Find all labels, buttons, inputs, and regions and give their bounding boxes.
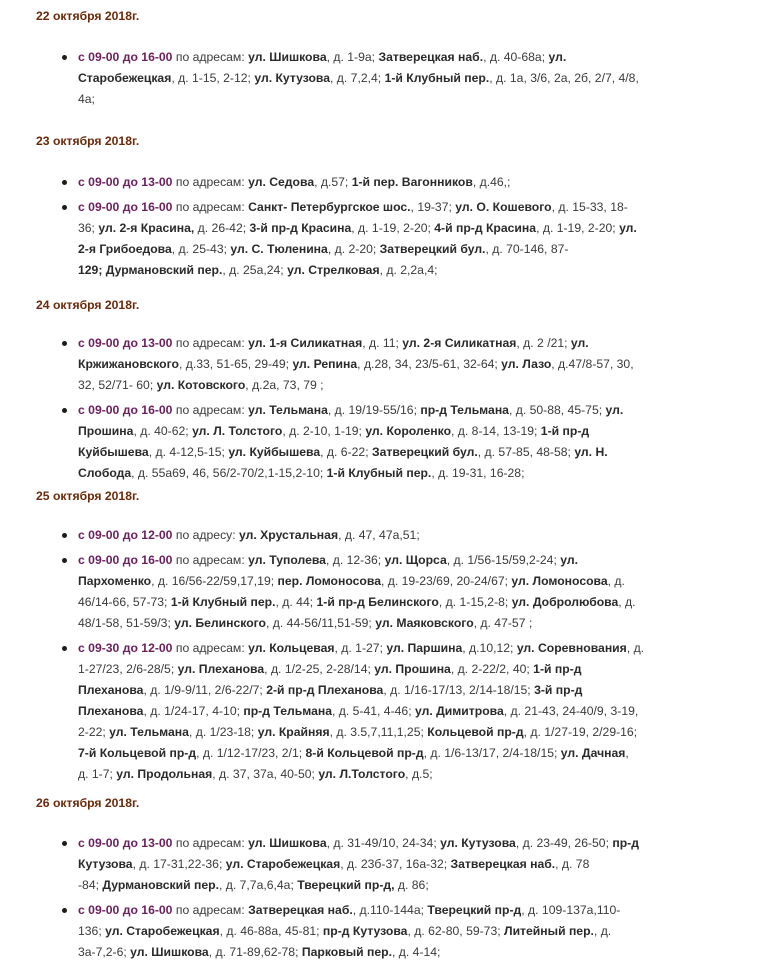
street-name: ул. С. Тюленина [230, 242, 328, 256]
address-text: , д. 1-15,2-8; [438, 595, 512, 609]
address-text: , д. 1/24-17, 4-10; [143, 704, 244, 718]
entry-line [78, 239, 693, 260]
address-text: , д. 1-19, 2-20; [536, 221, 620, 235]
address-text: , д. 31-49/10, 24-34; [326, 836, 441, 850]
street-name: ул. Плеханова [177, 662, 265, 676]
street-name: ул. [619, 221, 637, 235]
address-text: , д. 44; [275, 595, 317, 609]
street-name: Слобода [78, 466, 132, 480]
street-name: ул. [548, 50, 567, 64]
time-range: с 09-00 до 13-00 [78, 336, 173, 350]
schedule-entry [0, 638, 693, 785]
street-name: Прошина [78, 424, 134, 438]
address-text: , д. 1/6-13/17, 2/4-18/15; [423, 746, 561, 760]
address-text: , д.47/8-57, 30, [551, 357, 634, 371]
schedule-entry [0, 197, 693, 281]
address-text: , д. 2 /21; [516, 336, 571, 350]
address-text: по адресам: [172, 553, 249, 567]
time-range: с 09-00 до 12-00 [78, 528, 173, 542]
street-name: Пархоменко [78, 574, 152, 588]
address-text: , д. 1-19, 2-20; [351, 221, 435, 235]
address-text: , д. 1/9-9/11, 2/6-22/7; [143, 683, 267, 697]
street-name: Плеханова [78, 683, 144, 697]
street-name: ул. Продольная [116, 767, 213, 781]
street-name: ул. Маяковского [375, 616, 474, 630]
entry-line [78, 525, 693, 546]
street-name: ул. Белинского [174, 616, 267, 630]
street-name: ул. Ломоносова [511, 574, 608, 588]
street-name: ул. Димитрова [414, 704, 504, 718]
address-text: , д. 47-57 ; [473, 616, 533, 630]
address-text: , д.33, 51-65, 29-49; [178, 357, 293, 371]
street-name: Затверецкая наб. [378, 50, 484, 64]
street-name: ул. Лазо [501, 357, 552, 371]
date-heading: 22 октября 2018г. [36, 9, 140, 23]
street-name: ул. Туполева [248, 553, 326, 567]
street-name: ул. Шишкова [248, 836, 327, 850]
street-name: Кольцевой пр-д [427, 725, 524, 739]
street-name: ул. Хрустальная [239, 528, 339, 542]
entry-line [78, 743, 693, 764]
address-text: , д. [626, 641, 645, 655]
street-name: пер. Ломоносова [277, 574, 381, 588]
time-range: с 09-30 до 12-00 [78, 641, 173, 655]
address-text: , д. [618, 595, 636, 609]
street-name: ул. Тельмана [109, 725, 189, 739]
address-text: , д.10,12; [462, 641, 517, 655]
schedule-list [0, 833, 693, 967]
street-name: 1-й Клубный пер. [170, 595, 276, 609]
address-text: , д. 1/12-17/23, 2/1; [196, 746, 306, 760]
address-text: , д. 23-49, 26-50; [515, 836, 613, 850]
street-name: Санкт- Петербургское шос. [248, 200, 411, 214]
street-name: Литейный пер. [504, 924, 594, 938]
street-name: ул. Кутузова [254, 71, 331, 85]
address-text: по адресам: [172, 336, 249, 350]
street-name: ул. Стрелковая [287, 263, 380, 277]
street-name: 8-й [305, 746, 324, 760]
date-heading: 26 октября 2018г. [36, 796, 140, 810]
street-name: 4-й пр-д Красина [434, 221, 537, 235]
address-text: 32, 52/71- 60; [78, 378, 157, 392]
address-text: 4а; [78, 92, 95, 106]
entry-line [78, 197, 693, 218]
address-text: , д. 46-88а, 45-81; [219, 924, 323, 938]
schedule-entry [0, 833, 693, 896]
address-text: , д. 4-12,5-15; [148, 445, 229, 459]
address-text: , [625, 746, 629, 760]
schedule-entry [0, 525, 693, 546]
street-name: 7-й [78, 746, 97, 760]
address-text: , д. 1-27; [334, 641, 387, 655]
address-text: по адресам: [172, 641, 249, 655]
street-name: ул. [570, 336, 589, 350]
street-name: Затверецкий бул. [371, 445, 478, 459]
address-text: , д. 3.5,7,11,1,25; [329, 725, 428, 739]
address-text: , д. 2,2а,4; [379, 263, 438, 277]
street-name: 1-й пр-д [540, 424, 590, 438]
street-name: ул. Тельмана [248, 403, 328, 417]
street-name: пр-д Тельмана [243, 704, 332, 718]
entry-line [78, 900, 693, 921]
address-text: , д. 1/23-18; [188, 725, 258, 739]
entry-line [78, 833, 693, 854]
address-text: , д. 8-14, 13-19; [451, 424, 541, 438]
address-text: 48/1-58, 51-59/3; [78, 616, 175, 630]
entry-line [78, 375, 693, 396]
street-name: ул. Паршина [386, 641, 463, 655]
address-text: , 19-37; [410, 200, 456, 214]
address-text: , д.57; [314, 175, 352, 189]
address-text: , д. 16/56-22/59,17,19; [151, 574, 278, 588]
street-name: Старобежецкая [78, 71, 172, 85]
entry-line [78, 592, 693, 613]
address-text: , д. 1-9а; [326, 50, 379, 64]
street-name: 1-й пр-д [533, 662, 582, 676]
entry-line [78, 172, 693, 193]
street-name: 1-й Клубный пер. [384, 71, 490, 85]
address-text: по адресу: [172, 528, 240, 542]
address-text: , д. 25-43; [171, 242, 231, 256]
street-name: Парковый пер. [301, 945, 392, 959]
street-name: Затверецкий бул. [379, 242, 486, 256]
street-name: Кржижановского [78, 357, 179, 371]
entry-line [78, 442, 693, 463]
schedule-entry [0, 172, 693, 193]
address-text: , д. 15-33, 18- [551, 200, 628, 214]
address-text: 3а-7,2-6; [78, 945, 131, 959]
address-text: по адресам: [172, 50, 249, 64]
street-name: пр-д [612, 836, 639, 850]
address-text: по адресам: [172, 836, 249, 850]
street-name: ул. Седова [248, 175, 315, 189]
address-text: , д.46,; [472, 175, 511, 189]
entry-line [78, 701, 693, 722]
schedule-list [0, 47, 693, 114]
address-text: , д. 11; [362, 336, 403, 350]
address-text: , д. 17-31,22-36; [132, 857, 226, 871]
address-text: , д. 19-31, 16-28; [431, 466, 525, 480]
schedule-entry [0, 333, 693, 396]
street-name: ул. Старобежецкая [105, 924, 220, 938]
address-text: 36; [78, 221, 99, 235]
address-text: , д. 21-43, 24-40/9, 3-19, [503, 704, 639, 718]
street-name: Кольцевой пр-д [99, 746, 197, 760]
address-text: по адресам: [172, 200, 249, 214]
street-name: Тверецкий пр-д [427, 903, 522, 917]
entry-line [78, 260, 693, 281]
address-text: , д. 44-56/11,51-59; [266, 616, 376, 630]
time-range: с 09-00 до 16-00 [78, 200, 173, 214]
address-text: д. 86; [394, 878, 429, 892]
address-text: , д. [607, 574, 625, 588]
date-heading: 24 октября 2018г. [36, 298, 140, 312]
entry-line [78, 354, 693, 375]
schedule-entry [0, 550, 693, 634]
street-name: Куйбышева [78, 445, 149, 459]
address-text: д. 26-42; [194, 221, 250, 235]
entry-line [78, 854, 693, 875]
schedule-entry [0, 47, 693, 110]
address-text: , д. 12-36; [325, 553, 385, 567]
street-name: Дурмановский пер. [102, 878, 219, 892]
street-name: Затверецкая наб. [248, 903, 353, 917]
street-name: ул. 2-я Силикатная [402, 336, 517, 350]
address-text: , д. 40-62; [133, 424, 193, 438]
street-name: ул. 1-я Силикатная [248, 336, 363, 350]
entry-line [78, 400, 693, 421]
street-name: Кутузова [78, 857, 133, 871]
street-name: 2-й пр-д Плеханова [266, 683, 384, 697]
address-text: , д.5; [405, 767, 433, 781]
date-heading: 25 октября 2018г. [36, 489, 140, 503]
time-range: с 09-00 до 16-00 [78, 50, 173, 64]
street-name: 129; Дурмановский пер. [78, 263, 223, 277]
street-name: ул. Репина [292, 357, 358, 371]
street-name: ул. Кольцевая [248, 641, 335, 655]
entry-line [78, 921, 693, 942]
address-text: 2-22; [78, 725, 110, 739]
address-text: , д. 19/19-55/16; [327, 403, 421, 417]
address-text: , д. 57-85, 48-58; [477, 445, 575, 459]
street-name: 3-й пр-д [534, 683, 583, 697]
street-name: 1-й Клубный пер. [326, 466, 432, 480]
entry-line [78, 722, 693, 743]
address-text: , д. 37, 37а, 40-50; [212, 767, 319, 781]
street-name: ул. Прошина [374, 662, 451, 676]
address-text: , д. 55а69, 46, 56/2-70/2,1-15,2-10; [131, 466, 327, 480]
entry-line [78, 680, 693, 701]
time-range: с 09-00 до 13-00 [78, 175, 173, 189]
time-range: с 09-00 до 16-00 [78, 903, 173, 917]
street-name: ул. [560, 553, 578, 567]
schedule-entry [0, 400, 693, 484]
address-text: , д. 109-137а,110- [521, 903, 621, 917]
entry-line [78, 571, 693, 592]
address-text: , д.2а, 73, 79 ; [245, 378, 324, 392]
street-name: ул. Кутузова [440, 836, 516, 850]
entry-line [78, 638, 693, 659]
street-name: ул. Н. [574, 445, 608, 459]
street-name: ул. [605, 403, 624, 417]
street-name: Тверецкий пр-д, [297, 878, 395, 892]
address-text: , д. 25а,24; [222, 263, 288, 277]
entry-line [78, 333, 693, 354]
address-text: , д. 7,2,4; [330, 71, 385, 85]
address-text: , д. 62-80, 59-73; [407, 924, 505, 938]
entry-line [78, 89, 693, 110]
address-text: , д. [593, 924, 612, 938]
entry-line [78, 218, 693, 239]
street-name: Плеханова [78, 704, 144, 718]
street-name: пр-д Тельмана [420, 403, 509, 417]
address-text: , д. 70-146, 87- [485, 242, 569, 256]
address-text: -84; [78, 878, 103, 892]
time-range: с 09-00 до 13-00 [78, 836, 173, 850]
address-text: , д. 2-10, 1-19; [282, 424, 366, 438]
entry-line [78, 875, 693, 896]
entry-line [78, 47, 693, 68]
street-name: ул. Старобежецкая [225, 857, 341, 871]
address-text: по адресам: [172, 903, 249, 917]
address-text: , д. 47, 47а,51; [338, 528, 420, 542]
street-name: ул. О. Кошевого [455, 200, 552, 214]
address-text: , д. 23б-37, 16а-32; [340, 857, 451, 871]
address-text: , д. 2-20; [327, 242, 380, 256]
time-range: с 09-00 до 16-00 [78, 553, 173, 567]
street-name: ул. Дачная [560, 746, 626, 760]
address-text: , д. 50-88, 45-75; [508, 403, 606, 417]
street-name: Кольцевой пр-д [327, 746, 424, 760]
address-text: , д. 2-22/2, 40; [450, 662, 534, 676]
address-text: по адресам: [172, 403, 249, 417]
address-text: 136; [78, 924, 106, 938]
address-text: по адресам: [172, 175, 249, 189]
address-text: , д. 1а, 3/6, 2а, 2б, 2/7, 4/8, [489, 71, 639, 85]
schedule-list [0, 333, 693, 488]
entry-line [78, 68, 693, 89]
entry-line [78, 613, 693, 634]
address-text: , д. 1/56-15/59,2-24; [446, 553, 561, 567]
entry-line [78, 421, 693, 442]
entry-line [78, 659, 693, 680]
street-name: ул. Соревнования [516, 641, 627, 655]
street-name: 1-й пр-д Белинского [316, 595, 439, 609]
street-name: 3-й пр-д Красина [249, 221, 352, 235]
address-text: , д. 40-68а; [483, 50, 549, 64]
street-name: ул. Котовского [156, 378, 246, 392]
address-text: , д. 7,7а,6,4а; [218, 878, 298, 892]
schedule-entry [0, 900, 693, 963]
street-name: ул. Л.Толстого [318, 767, 406, 781]
street-name: ул. Щорса [384, 553, 447, 567]
street-name: 2-я Грибоедова [78, 242, 172, 256]
address-text: , д. 1/2-25, 2-28/14; [264, 662, 375, 676]
street-name: ул. Куйбышева [228, 445, 321, 459]
street-name: ул. 2-я Красина, [98, 221, 195, 235]
address-text: , д.110-144а; [352, 903, 428, 917]
address-text: , д. 6-22; [320, 445, 372, 459]
address-text: , д.28, 34, 23/5-61, 32-64; [357, 357, 502, 371]
schedule-list [0, 172, 693, 285]
street-name: ул. Короленко [365, 424, 452, 438]
time-range: с 09-00 до 16-00 [78, 403, 173, 417]
entry-line [78, 764, 693, 785]
address-text: , д. 78 [555, 857, 590, 871]
street-name: ул. Шишкова [248, 50, 327, 64]
address-text: , д. 1/16-17/13, 2/14-18/15; [383, 683, 535, 697]
address-text: , д. 1-15, 2-12; [171, 71, 255, 85]
address-text: , д. 19-23/69, 20-24/67; [380, 574, 512, 588]
address-text: , д. 4-14; [391, 945, 441, 959]
street-name: ул. Шишкова [130, 945, 209, 959]
entry-line [78, 550, 693, 571]
street-name: ул. Л. Толстого [192, 424, 283, 438]
schedule-list [0, 525, 693, 789]
address-text: д. 1-7; [78, 767, 117, 781]
address-text: 46/14-66, 57-73; [78, 595, 171, 609]
street-name: 1-й пер. Вагонников [351, 175, 473, 189]
street-name: ул. Добролюбова [511, 595, 619, 609]
entry-line [78, 463, 693, 484]
address-text: 1-27/23, 2/6-28/5; [78, 662, 178, 676]
address-text: , д. 71-89,62-78; [208, 945, 302, 959]
street-name: Затверецкая наб. [450, 857, 556, 871]
address-text: , д. 5-41, 4-46; [331, 704, 415, 718]
street-name: пр-д Кутузова [322, 924, 408, 938]
address-text: , д. 1/27-19, 2/29-16; [523, 725, 638, 739]
date-heading: 23 октября 2018г. [36, 134, 140, 148]
street-name: ул. Крайняя [257, 725, 330, 739]
